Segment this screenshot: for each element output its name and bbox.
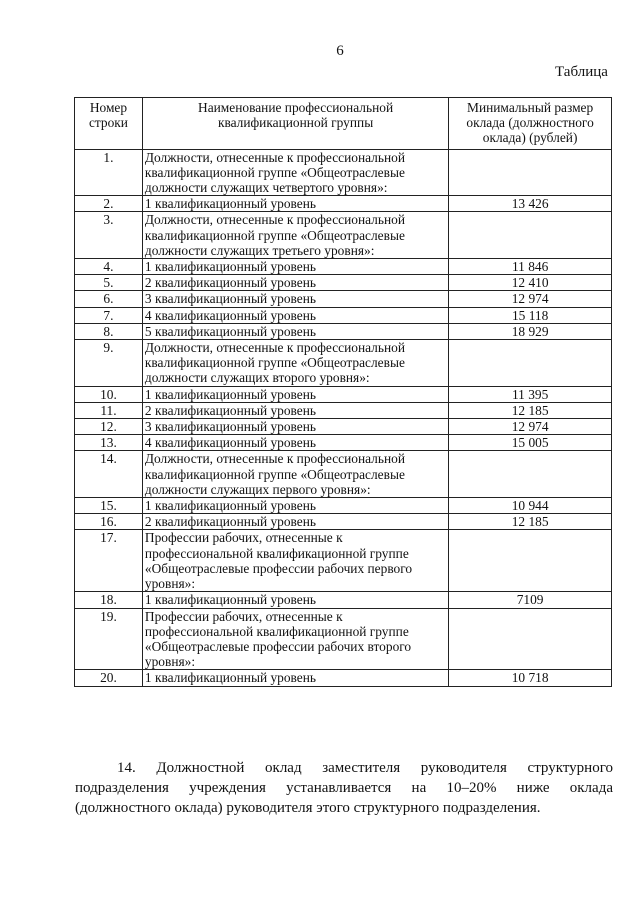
table-row [75,275,612,291]
table-row [75,670,612,686]
row-name: Должности, отнесенные к профессиональной квалификационной группе «Общеотраслевые должности служащих четвертого уровня»: [142,149,448,196]
row-salary: 10 718 [449,670,612,686]
row-name: 1 квалификационный уровень [142,592,448,608]
row-number: 3. [75,212,143,259]
row-salary: 12 410 [449,275,612,291]
page-number: 6 [336,43,344,59]
row-name: 2 квалификационный уровень [142,514,448,530]
table-row [75,307,612,323]
row-name: 1 квалификационный уровень [142,259,448,275]
salary-table [74,97,612,687]
row-number: 7. [75,307,143,323]
row-name: 2 квалификационный уровень [142,402,448,418]
table-row [75,592,612,608]
row-number: 18. [75,592,143,608]
row-salary: 15 118 [449,307,612,323]
row-number: 16. [75,514,143,530]
table-row [75,196,612,212]
row-number: 20. [75,670,143,686]
row-number: 17. [75,530,143,592]
table-row [75,340,612,387]
row-salary [449,608,612,670]
row-salary: 12 185 [449,514,612,530]
table-header-row [75,98,612,150]
table-row [75,498,612,514]
table-row [75,149,612,196]
table-row [75,291,612,307]
paragraph-14: 14. Должностной оклад заместителя руководителя структурного подразделения учреждения устанавливается на 10–20% ниже оклада (должностного оклада) руководителя этого структурного подразделения. [75,760,613,816]
row-salary: 12 185 [449,402,612,418]
row-number: 11. [75,402,143,418]
row-number: 2. [75,196,143,212]
row-name: 1 квалификационный уровень [142,670,448,686]
row-salary [449,149,612,196]
table-row [75,451,612,498]
table-row [75,608,612,670]
header-group-name: Наименование профессиональной квалификационной группы [142,98,448,150]
table-row [75,259,612,275]
row-name: 1 квалификационный уровень [142,386,448,402]
row-name: 3 квалификационный уровень [142,419,448,435]
row-name: 4 квалификационный уровень [142,307,448,323]
row-number: 15. [75,498,143,514]
row-number: 8. [75,323,143,339]
table-row [75,530,612,592]
row-number: 9. [75,340,143,387]
row-number: 1. [75,149,143,196]
table-row [75,402,612,418]
table-row [75,435,612,451]
row-salary: 11 846 [449,259,612,275]
row-salary: 12 974 [449,291,612,307]
table-row [75,323,612,339]
row-salary [449,530,612,592]
row-salary [449,212,612,259]
row-name: Профессии рабочих, отнесенные к профессиональной квалификационной группе «Общеотраслевые профессии рабочих второго уровня»: [142,608,448,670]
row-number: 19. [75,608,143,670]
row-name: 3 квалификационный уровень [142,291,448,307]
header-row-number: Номер строки [75,98,143,150]
row-salary: 13 426 [449,196,612,212]
row-salary: 12 974 [449,419,612,435]
row-salary [449,451,612,498]
row-name: Должности, отнесенные к профессиональной квалификационной группе «Общеотраслевые должности служащих второго уровня»: [142,340,448,387]
row-number: 13. [75,435,143,451]
row-name: 5 квалификационный уровень [142,323,448,339]
row-name: 4 квалификационный уровень [142,435,448,451]
row-name: 1 квалификационный уровень [142,196,448,212]
table-caption: Таблица [555,64,608,80]
row-name: Должности, отнесенные к профессиональной квалификационной группе «Общеотраслевые должности служащих третьего уровня»: [142,212,448,259]
row-number: 14. [75,451,143,498]
table-row [75,514,612,530]
header-min-salary: Минимальный размер оклада (должностного оклада) (рублей) [449,98,612,150]
row-name: Профессии рабочих, отнесенные к профессиональной квалификационной группе «Общеотраслевые профессии рабочих первого уровня»: [142,530,448,592]
row-name: 1 квалификационный уровень [142,498,448,514]
table-row [75,419,612,435]
row-number: 6. [75,291,143,307]
row-salary: 18 929 [449,323,612,339]
table-row [75,386,612,402]
row-salary: 7109 [449,592,612,608]
row-number: 4. [75,259,143,275]
table-row [75,212,612,259]
row-number: 5. [75,275,143,291]
row-number: 10. [75,386,143,402]
row-salary: 15 005 [449,435,612,451]
row-salary: 11 395 [449,386,612,402]
row-salary: 10 944 [449,498,612,514]
row-name: Должности, отнесенные к профессиональной квалификационной группе «Общеотраслевые должности служащих первого уровня»: [142,451,448,498]
row-number: 12. [75,419,143,435]
row-name: 2 квалификационный уровень [142,275,448,291]
row-salary [449,340,612,387]
